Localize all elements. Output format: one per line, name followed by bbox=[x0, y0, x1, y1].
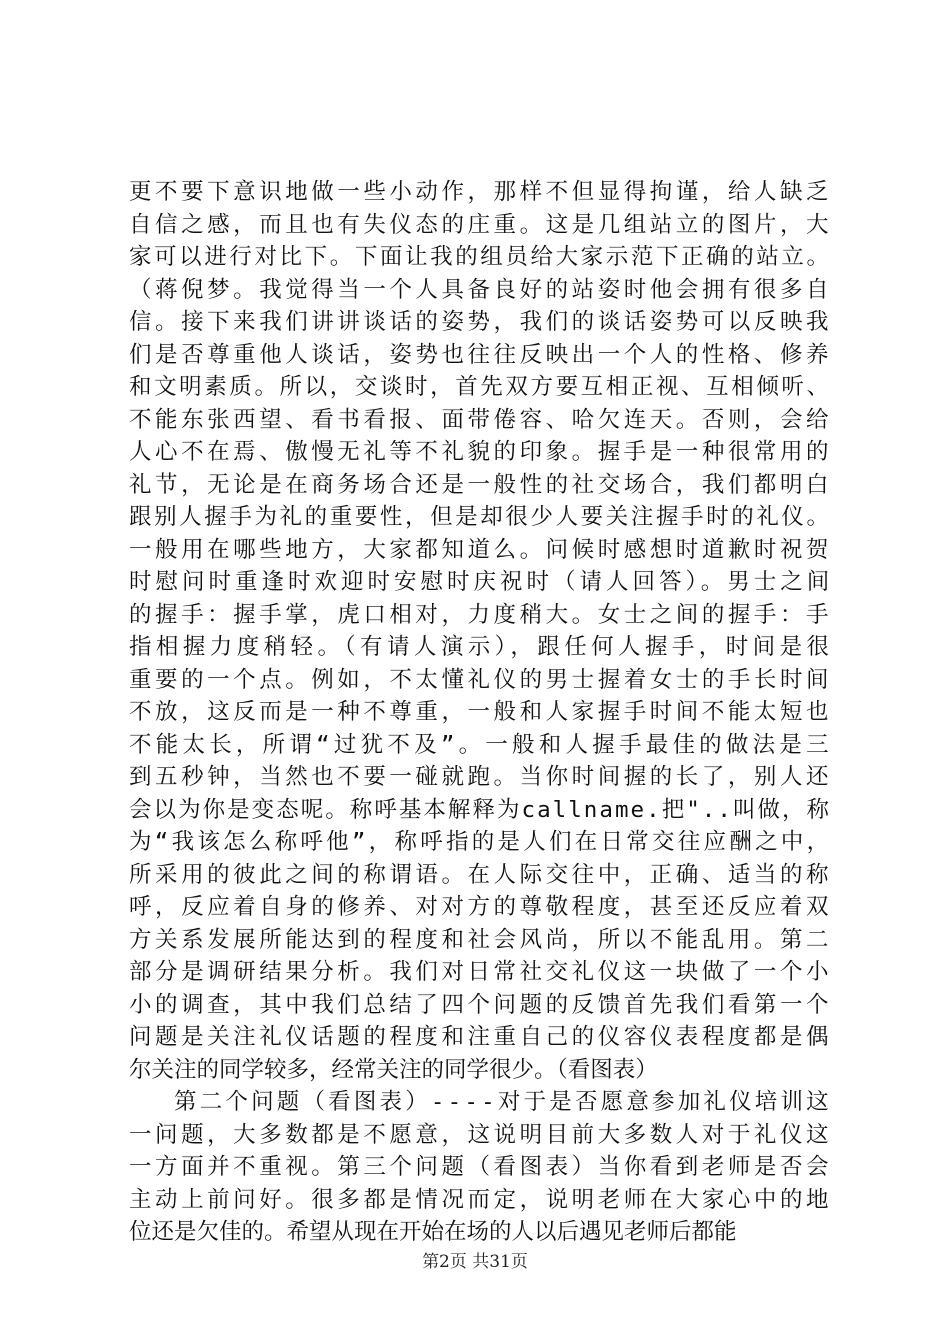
text-line: 时慰问时重逢时欢迎时安慰时庆祝时（请人回答）。男士之间 bbox=[129, 569, 834, 595]
text-line: 指相握力度稍轻。（有请人演示），跟任何人握手，时间是很 bbox=[129, 634, 834, 660]
document-body bbox=[129, 176, 834, 1249]
text-line: （蒋倪梦。我觉得当一个人具备良好的站姿时他会拥有很多自 bbox=[129, 276, 833, 303]
text-line: 呼，反应着自身的修养、对对方的尊敬程度，甚至还反应着双 bbox=[129, 894, 833, 920]
text-line: 小的调查，其中我们总结了四个问题的反馈首先我们看第一个 bbox=[129, 991, 833, 1018]
text-line: 家可以进行对比下。下面让我的组员给大家示范下正确的站立。 bbox=[129, 244, 832, 270]
text-line: 第二个问题（看图表）----对于是否愿意参加礼仪培训这 bbox=[174, 1089, 832, 1115]
text-line: 礼节，无论是在商务场合还是一般性的社交场合，我们都明白 bbox=[129, 471, 833, 498]
text-line: 的握手：握手掌，虎口相对，力度稍大。女士之间的握手：手 bbox=[129, 601, 833, 628]
text-line: 尔关注的同学较多，经常关注的同学很少。（看图表） bbox=[129, 1056, 658, 1083]
text-line: 会以为你是变态呢。称呼基本解释为callname.把"..叫做，称 bbox=[129, 796, 832, 823]
text-line: 为“我该怎么称呼他”，称呼指的是人们在日常交往应酬之中， bbox=[129, 829, 833, 855]
text-line: 不放，这反而是一种不尊重，一般和人家握手时间不能太短也 bbox=[129, 699, 833, 725]
text-line: 位还是欠佳的。希望从现在开始在场的人以后遇见老师后都能 bbox=[129, 1219, 737, 1245]
text-line: 自信之感，而且也有失仪态的庄重。这是几组站立的图片，大 bbox=[129, 211, 833, 238]
text-line: 跟别人握手为礼的重要性，但是却很少人要关注握手时的礼仪。 bbox=[129, 504, 832, 530]
text-line: 问题是关注礼仪话题的程度和注重自己的仪容仪表程度都是偶 bbox=[129, 1024, 833, 1050]
paragraph bbox=[129, 1086, 833, 1249]
text-line: 不能太长，所谓“过犹不及”。一般和人握手最佳的做法是三 bbox=[129, 731, 833, 758]
paragraph bbox=[129, 176, 834, 1086]
text-line: 方关系发展所能达到的程度和社会风尚，所以不能乱用。第二 bbox=[129, 926, 833, 953]
text-line: 部分是调研结果分析。我们对日常社交礼仪这一块做了一个小 bbox=[129, 959, 833, 985]
text-line: 到五秒钟，当然也不要一碰就跑。当你时间握的长了，别人还 bbox=[129, 764, 833, 790]
text-line: 一般用在哪些地方，大家都知道么。问候时感想时道歉时祝贺 bbox=[129, 536, 833, 563]
text-line: 所采用的彼此之间的称谓语。在人际交往中，正确、适当的称 bbox=[129, 861, 833, 888]
text-line: 一方面并不重视。第三个问题（看图表）当你看到老师是否会 bbox=[129, 1154, 833, 1180]
text-line: 和文明素质。所以，交谈时，首先双方要互相正视、互相倾听、 bbox=[129, 374, 832, 400]
text-line: 重要的一个点。例如，不太懂礼仪的男士握着女士的手长时间 bbox=[129, 666, 833, 693]
text-line: 主动上前问好。很多都是情况而定，说明老师在大家心中的地 bbox=[129, 1186, 833, 1213]
text-line: 们是否尊重他人谈话，姿势也往往反映出一个人的性格、修养 bbox=[129, 341, 833, 368]
text-line: 信。接下来我们讲讲谈话的姿势，我们的谈话姿势可以反映我 bbox=[129, 309, 833, 335]
text-line: 人心不在焉、傲慢无礼等不礼貌的印象。握手是一种很常用的 bbox=[129, 439, 833, 465]
text-line: 不能东张西望、看书看报、面带倦容、哈欠连天。否则，会给 bbox=[129, 406, 833, 433]
page-footer: 第2页 共31页 bbox=[422, 1252, 528, 1272]
text-line: 一问题，大多数都是不愿意，这说明目前大多数人对于礼仪这 bbox=[129, 1121, 833, 1148]
text-line: 更不要下意识地做一些小动作，那样不但显得拘谨，给人缺乏 bbox=[129, 179, 833, 205]
